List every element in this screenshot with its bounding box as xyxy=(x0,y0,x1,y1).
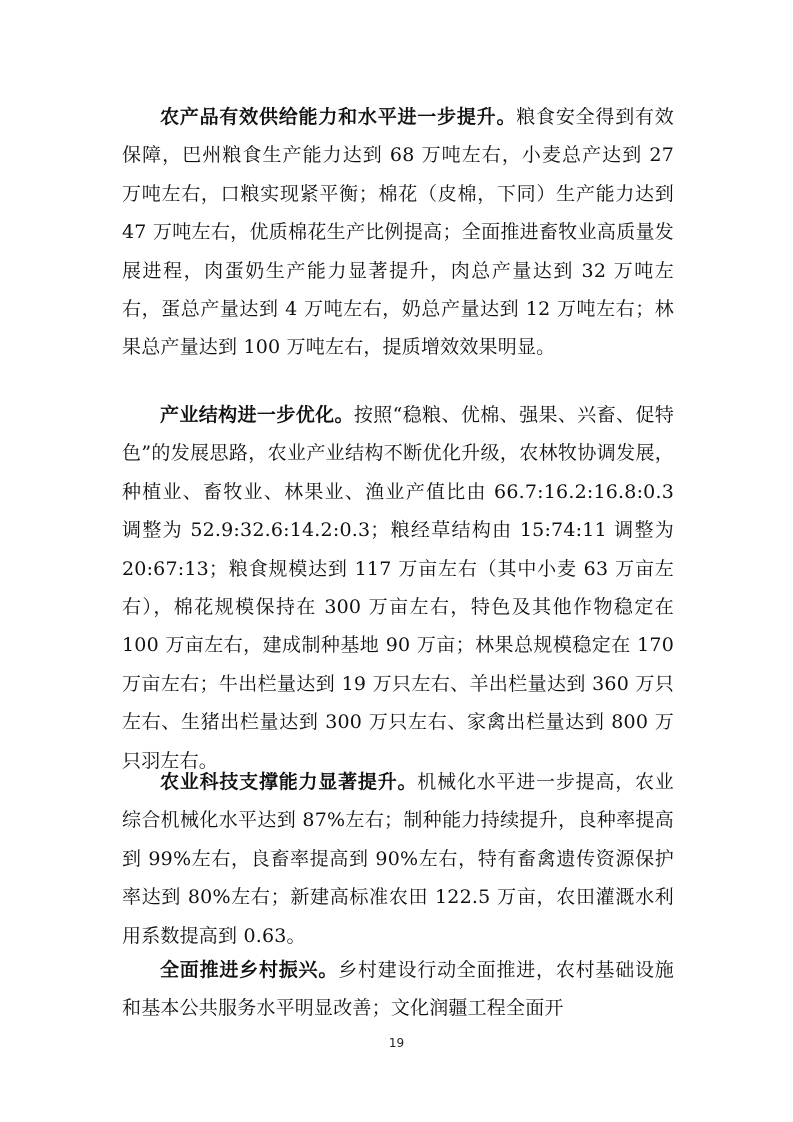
paragraph-body-text: 机械化水平进一步提高，农业综合机械化水平达到 87%左右；制种能力持续提升，良种率提高到 99%左右，良畜率提高到 90%左右，特有畜禽遗传资源保护率达到 80%左右；新建高标准农田 122.5 万亩，农田灌溉水利用系数提高到 0.63。 xyxy=(122,771,674,947)
paragraph-lead-heading: 农产品有效供给能力和水平进一步提升。 xyxy=(160,106,517,128)
paragraph-body-text: 乡村建设行动全面推进，农村基础设施和基本公共服务水平明显改善；文化润疆工程全面开 xyxy=(122,959,674,1020)
paragraph-lead-heading: 农业科技支撑能力显著提升。 xyxy=(160,771,418,793)
paragraph-lead-heading: 产业结构进一步优化。 xyxy=(160,404,354,426)
paragraph-body-text: 粮食安全得到有效保障，巴州粮食生产能力达到 68 万吨左右，小麦总产达到 27 万吨左右，口粮实现紧平衡；棉花（皮棉，下同）生产能力达到 47 万吨左右，优质棉花生产比例提高；全面推进畜牧业高质量发展进程，肉蛋奶生产能力显著提升，肉总产量达到 32 万吨左右，蛋总产量达到 4 万吨左右，奶总产量达到 12 万吨左右；林果总产量达到 100 万吨左右，提质增效效果明显。 xyxy=(122,106,674,359)
paragraph-agricultural-supply xyxy=(122,98,674,367)
paragraph-tech-support xyxy=(122,763,674,955)
paragraph-industry-structure xyxy=(122,396,674,780)
page-number: 19 xyxy=(388,1036,405,1050)
paragraph-lead-heading: 全面推进乡村振兴。 xyxy=(160,959,339,981)
paragraph-rural-revitalization xyxy=(122,951,674,1028)
paragraph-body-text: 按照“稳粮、优棉、强果、兴畜、促特色”的发展思路，农业产业结构不断优化升级，农林牧协调发展，种植业、畜牧业、林果业、渔业产值比由 66.7:16.2:16.8:0.3 调整为 52.9:32.6:14.2:0.3；粮经草结构由 15:74:11 调整为 20:67:13；粮食规模达到 117 万亩左右（其中小麦 63 万亩左右），棉花规模保持在 300 万亩左右，特色及其他作物稳定在 100 万亩左右，建成制种基地 90 万亩；林果总规模稳定在 170 万亩左右；牛出栏量达到 19 万只左右、羊出栏量达到 360 万只左右、生猪出栏量达到 300 万只左右、家禽出栏量达到 800 万只羽左右。 xyxy=(122,404,674,772)
